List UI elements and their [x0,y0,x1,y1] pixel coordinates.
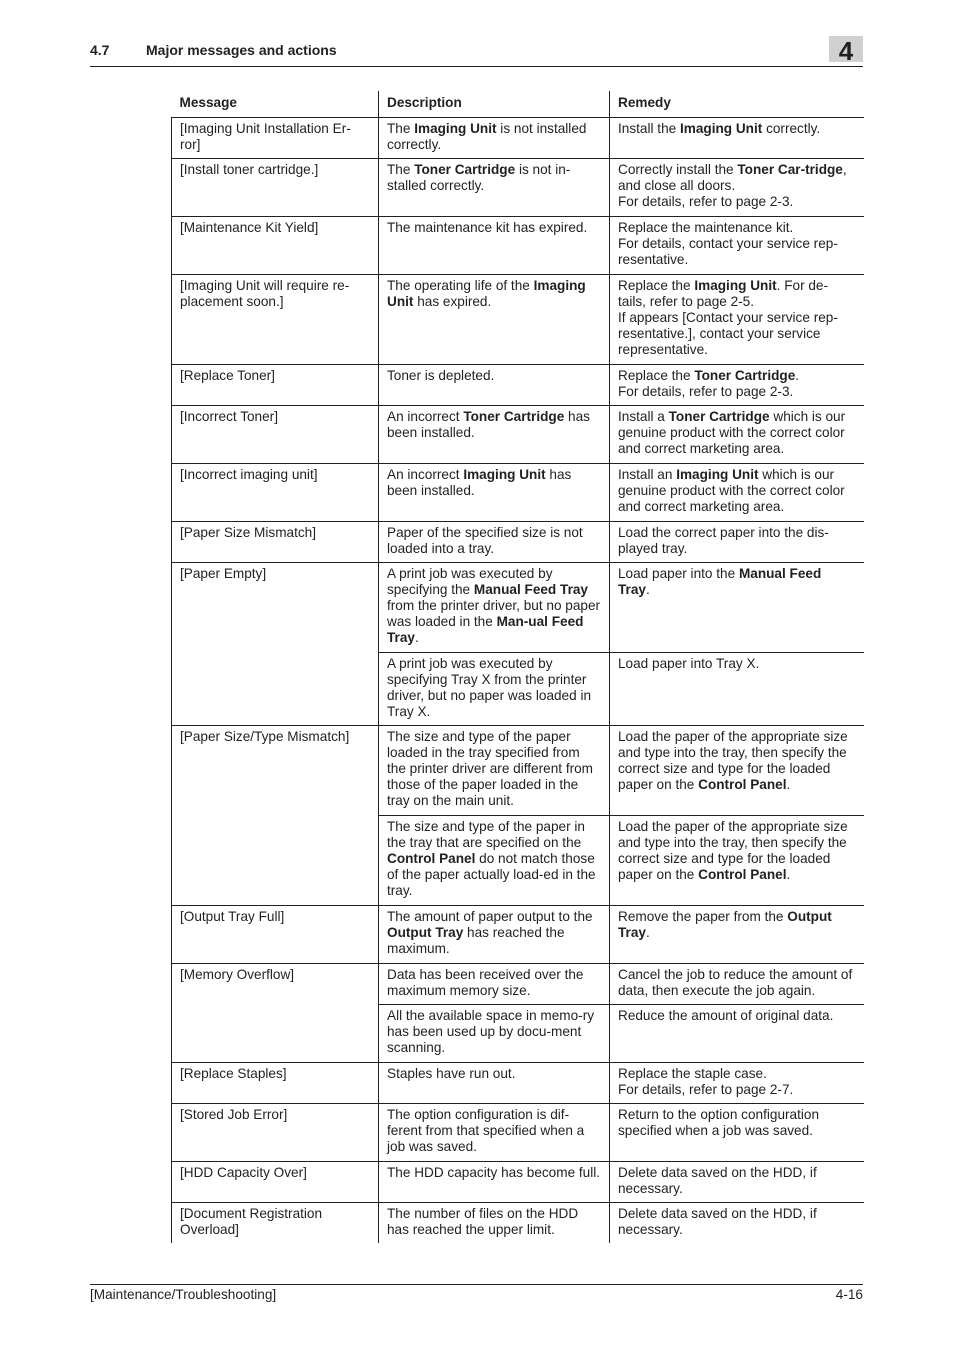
message-cell: [HDD Capacity Over] [172,1161,379,1202]
description-cell: Data has been received over the maximum memory size. [379,963,610,1004]
description-cell: The size and type of the paper in the tray that are specified on the Control Panel do not match those of the paper actually load-ed in the tray. [379,815,610,905]
column-header-description: Description [379,91,610,117]
remedy-cell: Install the Imaging Unit correctly. [610,117,864,158]
description-cell: The Imaging Unit is not installed correctly. [379,117,610,158]
message-cell: [Imaging Unit Installation Er-ror] [172,117,379,158]
message-cell: [Imaging Unit will require re-placement soon.] [172,274,379,364]
remedy-cell: Replace the Toner Cartridge. For details, refer to page 2-3. [610,364,864,405]
table-row [172,1202,864,1243]
table-row [172,1161,864,1202]
page-header [90,36,863,67]
remedy-cell: Correctly install the Toner Car-tridge, and close all doors. For details, refer to page 2-3. [610,158,864,216]
table-header-row [172,91,864,117]
remedy-cell: Install a Toner Cartridge which is our genuine product with the correct color and correct marketing area. [610,405,864,463]
table-row [172,725,864,815]
table-row [172,562,864,652]
message-cell: [Install toner cartridge.] [172,158,379,216]
remedy-cell: Cancel the job to reduce the amount of data, then execute the job again. [610,963,864,1004]
description-cell: The number of files on the HDD has reached the upper limit. [379,1202,610,1243]
message-cell: [Incorrect imaging unit] [172,463,379,521]
remedy-cell: Delete data saved on the HDD, if necessary. [610,1202,864,1243]
table-row [172,158,864,216]
message-cell: [Replace Staples] [172,1062,379,1103]
description-cell: Paper of the specified size is not loaded into a tray. [379,521,610,562]
description-cell: The maintenance kit has expired. [379,216,610,274]
description-cell: Staples have run out. [379,1062,610,1103]
message-cell: [Document Registration Overload] [172,1202,379,1243]
message-cell: [Memory Overflow] [172,963,379,1062]
table-row [172,364,864,405]
column-header-remedy: Remedy [610,91,864,117]
description-cell: All the available space in memo-ry has been used up by docu-ment scanning. [379,1004,610,1062]
table-row [172,905,864,963]
description-cell: A print job was executed by specifying Tray X from the printer driver, but no paper was loaded in Tray X. [379,652,610,725]
remedy-cell: Load paper into the Manual Feed Tray. [610,562,864,652]
description-cell: An incorrect Imaging Unit has been installed. [379,463,610,521]
description-cell: An incorrect Toner Cartridge has been installed. [379,405,610,463]
remedy-cell: Load the correct paper into the dis-played tray. [610,521,864,562]
description-cell: The size and type of the paper loaded in the tray specified from the printer driver are different from those of the paper loaded in the tray on the main unit. [379,725,610,815]
remedy-cell: Install an Imaging Unit which is our genuine product with the correct color and correct marketing area. [610,463,864,521]
remedy-cell: Return to the option configuration specified when a job was saved. [610,1103,864,1161]
page-number: 4-16 [835,1287,863,1302]
remedy-cell: Reduce the amount of original data. [610,1004,864,1062]
message-cell: [Replace Toner] [172,364,379,405]
table-row [172,274,864,364]
remedy-cell: Load the paper of the appropriate size and type into the tray, then specify the correct size and type for the loaded paper on the Control Panel. [610,815,864,905]
remedy-cell: Replace the Imaging Unit. For de-tails, refer to page 2-5. If appears [Contact your service rep-resentative.], contact your service representative. [610,274,864,364]
column-header-message: Message [172,91,379,117]
message-cell: [Incorrect Toner] [172,405,379,463]
remedy-cell: Replace the maintenance kit. For details, contact your service rep-resentative. [610,216,864,274]
remedy-cell: Remove the paper from the Output Tray. [610,905,864,963]
section-number: 4.7 [90,42,110,58]
description-cell: A print job was executed by specifying the Manual Feed Tray from the printer driver, but no paper was loaded in the Man-ual Feed Tray. [379,562,610,652]
description-cell: The HDD capacity has become full. [379,1161,610,1202]
table-row [172,963,864,1004]
remedy-cell: Delete data saved on the HDD, if necessary. [610,1161,864,1202]
message-cell: [Maintenance Kit Yield] [172,216,379,274]
footer-manual-title: [Maintenance/Troubleshooting] [90,1287,277,1302]
table-row [172,463,864,521]
section-title: Major messages and actions [146,42,337,58]
description-cell: The amount of paper output to the Output Tray has reached the maximum. [379,905,610,963]
table-row [172,1062,864,1103]
remedy-cell: Replace the staple case. For details, refer to page 2-7. [610,1062,864,1103]
table-row [172,216,864,274]
remedy-cell: Load the paper of the appropriate size and type into the tray, then specify the correct size and type for the loaded paper on the Control Panel. [610,725,864,815]
message-cell: [Stored Job Error] [172,1103,379,1161]
messages-table [171,91,864,1243]
message-cell: [Paper Empty] [172,562,379,725]
description-cell: The Toner Cartridge is not in-stalled correctly. [379,158,610,216]
chapter-tab: 4 [829,36,863,62]
table-row [172,117,864,158]
message-cell: [Paper Size/Type Mismatch] [172,725,379,905]
message-cell: [Paper Size Mismatch] [172,521,379,562]
description-cell: The operating life of the Imaging Unit has expired. [379,274,610,364]
description-cell: The option configuration is dif-ferent from that specified when a job was saved. [379,1103,610,1161]
description-cell: Toner is depleted. [379,364,610,405]
page-footer [90,1284,863,1302]
table-row [172,405,864,463]
table-row [172,521,864,562]
remedy-cell: Load paper into Tray X. [610,652,864,725]
table-row [172,1103,864,1161]
message-cell: [Output Tray Full] [172,905,379,963]
